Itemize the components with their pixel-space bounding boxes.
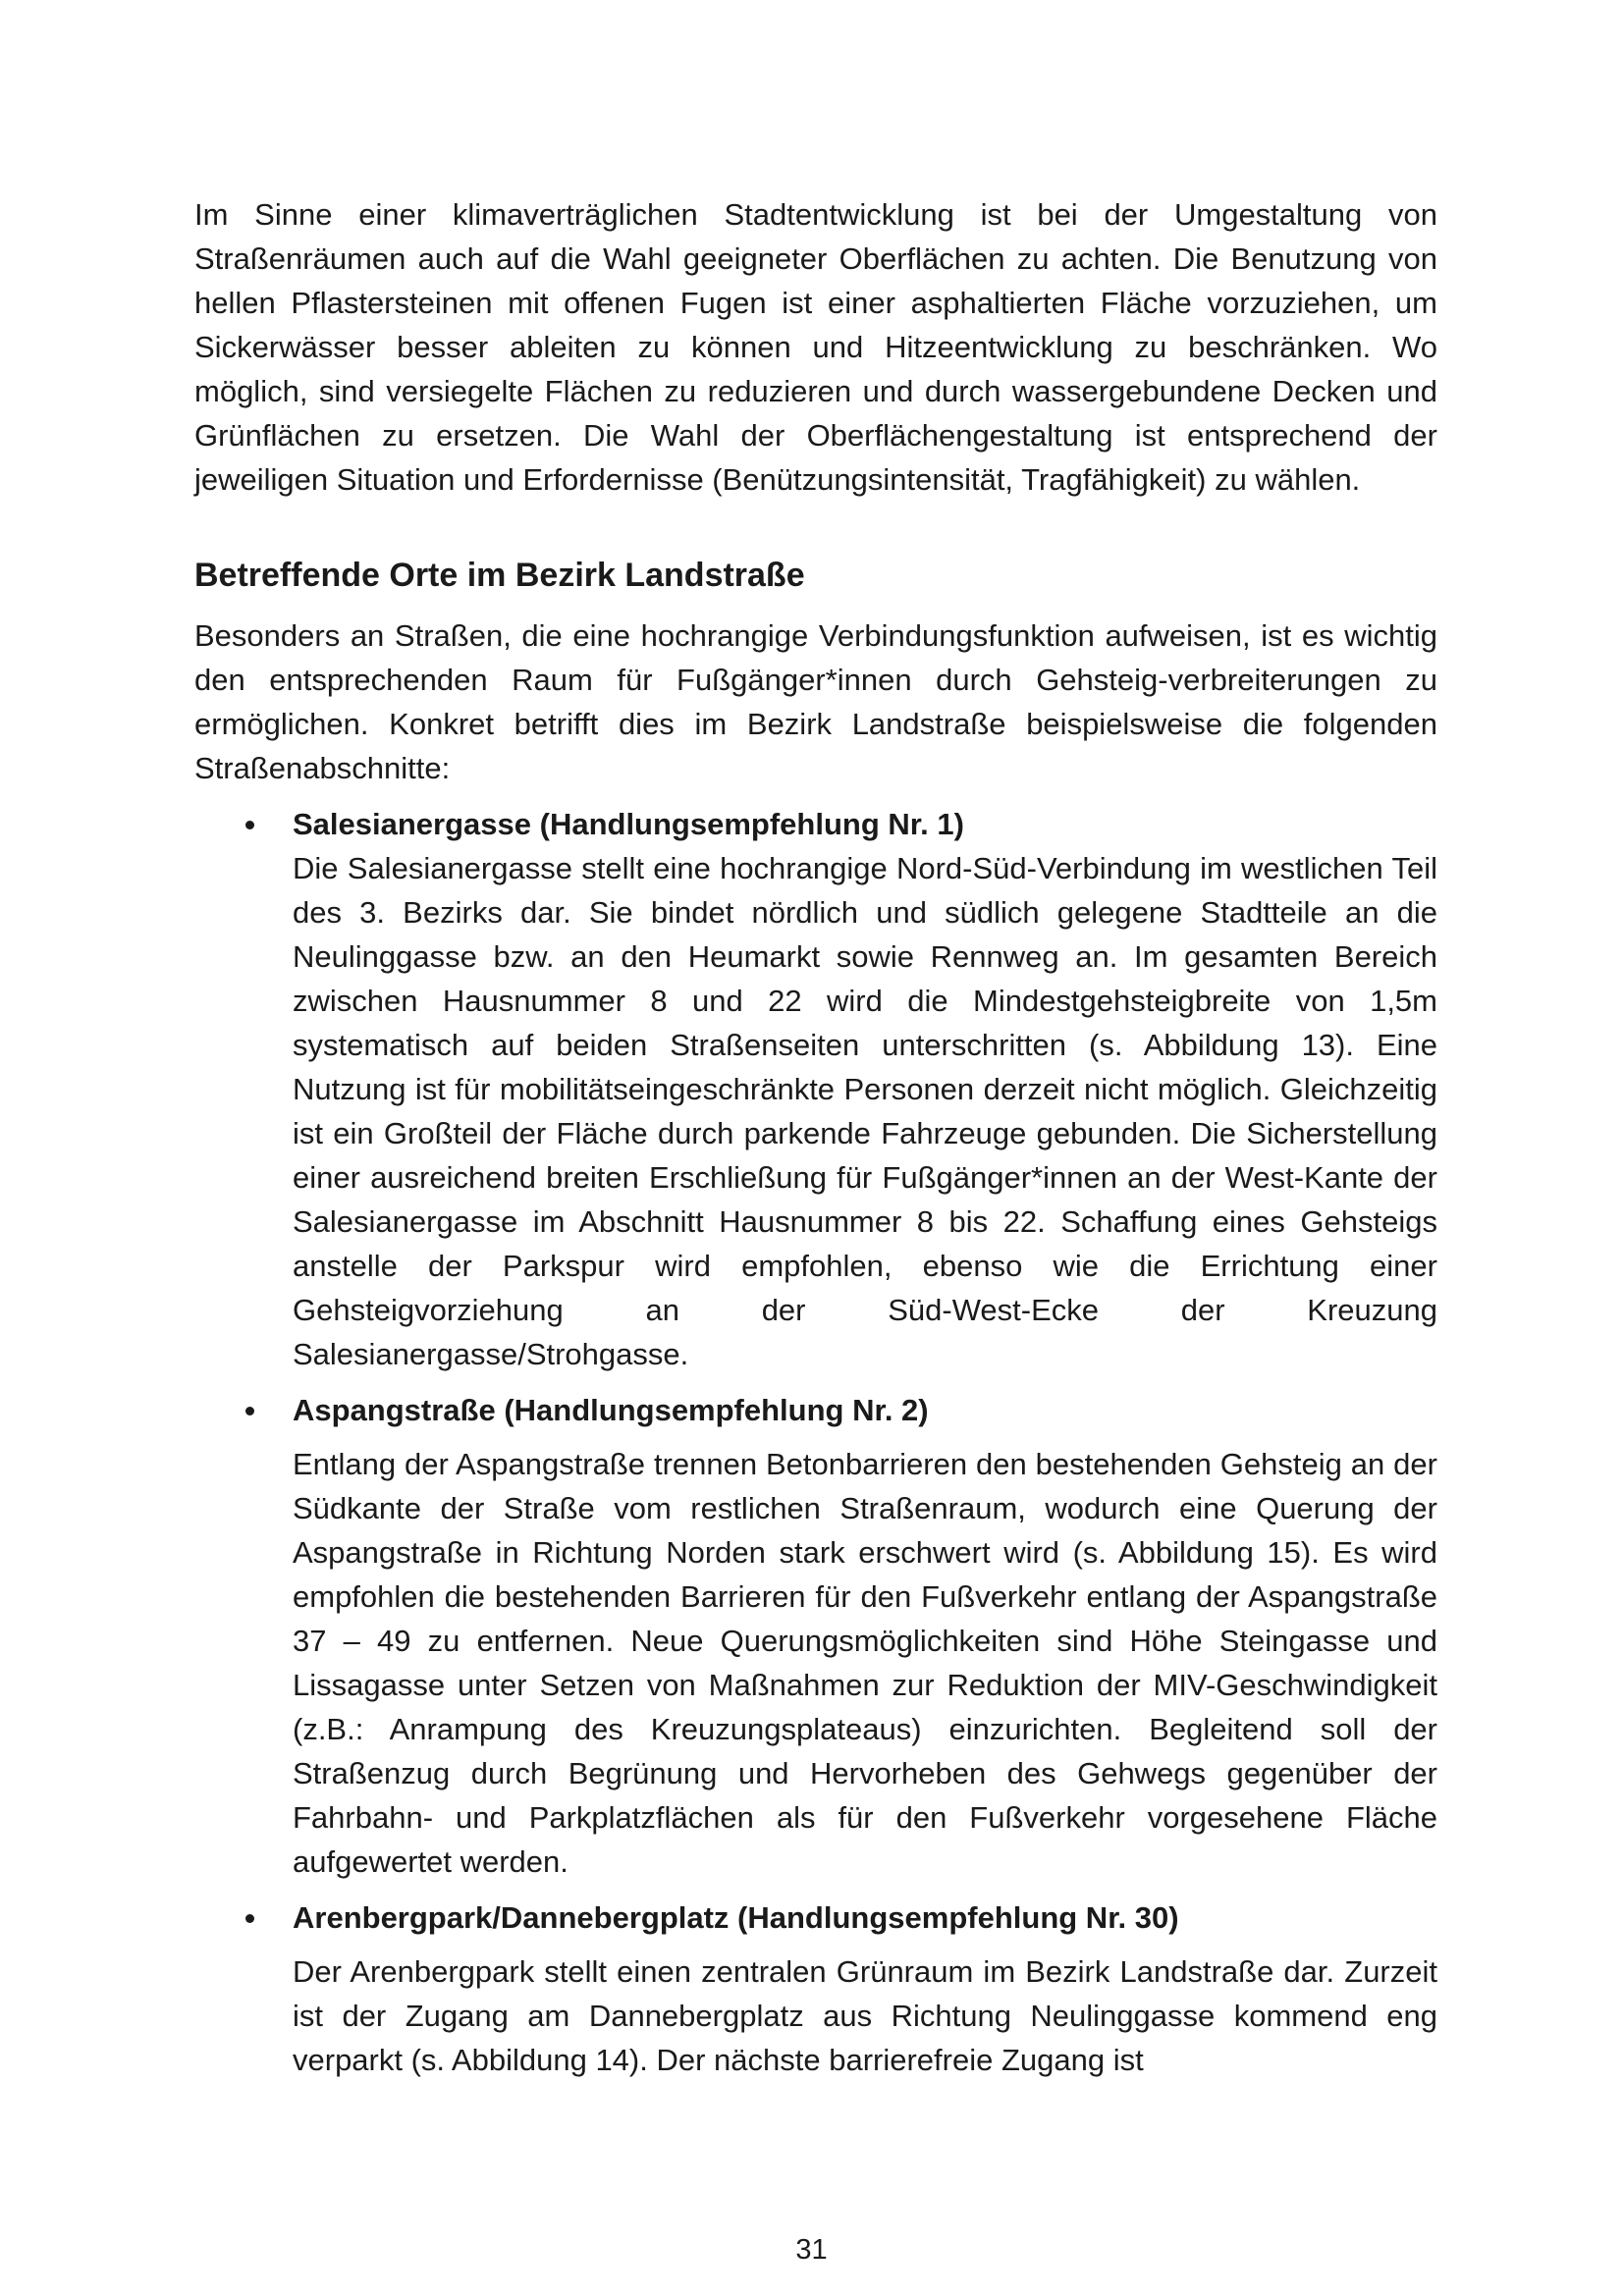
list-item-arenbergpark [194, 1896, 1437, 2082]
page-number: 31 [795, 2234, 828, 2266]
list-item-text: Entlang der Aspangstraße trennen Betonbarrieren den bestehenden Gehsteig an der Südkante der Straße vom restlichen Straßenraum, wodurch eine Querung der Aspangstraße in Richtung Norden stark erschwert wird (s. Abbildung 15). Es wird empfohlen die bestehenden Barrieren für den Fußverkehr entlang der Aspangstraße 37 – 49 zu entfernen. Neue Querungsmöglichkeiten sind Höhe Steingasse und Lissagasse unter Setzen von Maßnahmen zur Reduktion der MIV-Geschwindigkeit (z.B.: Anrampung des Kreuzungsplateaus) einzurichten. Begleitend soll der Straßenzug durch Begrünung und Hervorheben des Gehwegs gegenüber der Fahrbahn- und Parkplatzflächen als für den Fußverkehr vorgesehene Fläche aufgewertet werden. [293, 1447, 1437, 1879]
list-item-text: Der Arenbergpark stellt einen zentralen Grünraum im Bezirk Landstraße dar. Zurzeit ist der Zugang am Dannebergplatz aus Richtung Neulinggasse kommend eng verparkt (s. Abbildung 14). Der nächste barrierefreie Zugang ist [293, 1954, 1437, 2077]
list-item-title: Arenbergpark/Dannebergplatz (Handlungsempfehlung Nr. 30) [293, 1900, 1179, 1935]
intro-paragraph: Im Sinne einer klimaverträglichen Stadtentwicklung ist bei der Umgestaltung von Straßenräumen auch auf die Wahl geeigneter Oberflächen zu achten. Die Benutzung von hellen Pflastersteinen mit offenen Fugen ist einer asphaltierten Fläche vorzuziehen, um Sickerwässer besser ableiten zu können und Hitzeentwicklung zu beschränken. Wo möglich, sind versiegelte Flächen zu reduzieren und durch wassergebundene Decken und Grünflächen zu ersetzen. Die Wahl der Oberflächengestaltung ist entsprechend der jeweiligen Situation und Erfordernisse (Benützungsintensität, Tragfähigkeit) zu wählen. [194, 197, 1437, 497]
list-item-title: Salesianergasse (Handlungsempfehlung Nr. 1) [293, 807, 964, 841]
bullet-icon [245, 1914, 254, 1923]
list-item-text: Die Salesianergasse stellt eine hochrangige Nord-Süd-Verbindung im westlichen Teil des 3. Bezirks dar. Sie bindet nördlich und südlich gelegene Stadtteile an die Neulinggasse bzw. an den Heumarkt sowie Rennweg an. Im gesamten Bereich zwischen Hausnummer 8 und 22 wird die Mindestgehsteigbreite von 1,5m systematisch auf beiden Straßenseiten unterschritten (s. Abbildung 13). Eine Nutzung ist für mobilitätseingeschränkte Personen derzeit nicht möglich. Gleichzeitig ist ein Großteil der Fläche durch parkende Fahrzeuge gebunden. Die Sicherstellung einer ausreichend breiten Erschließung für Fußgänger*innen an der West-Kante der Salesianergasse im Abschnitt Hausnummer 8 bis 22. Schaffung eines Gehsteigs anstelle der Parkspur wird empfohlen, ebenso wie die Errichtung einer Gehsteigvorziehung an der Süd-West-Ecke der Kreuzung Salesianergasse/Strohgasse. [293, 851, 1437, 1371]
bullet-icon [245, 821, 254, 829]
list-item-title: Aspangstraße (Handlungsempfehlung Nr. 2) [293, 1393, 929, 1427]
list-item-salesianergasse [194, 802, 1437, 1376]
bullet-icon [245, 1407, 254, 1415]
page-content [194, 192, 1437, 2094]
street-section-list [194, 802, 1437, 2082]
section-lead-paragraph: Besonders an Straßen, die eine hochrangige Verbindungsfunktion aufweisen, ist es wichtig den entsprechenden Raum für Fußgänger*innen durch Gehsteig-verbreiterungen zu ermöglichen. Konkret betrifft dies im Bezirk Landstraße beispielsweise die folgenden Straßenabschnitte: [194, 618, 1437, 785]
list-item-aspangstrasse [194, 1388, 1437, 1884]
section-heading: Betreffende Orte im Bezirk Landstraße [194, 557, 805, 594]
